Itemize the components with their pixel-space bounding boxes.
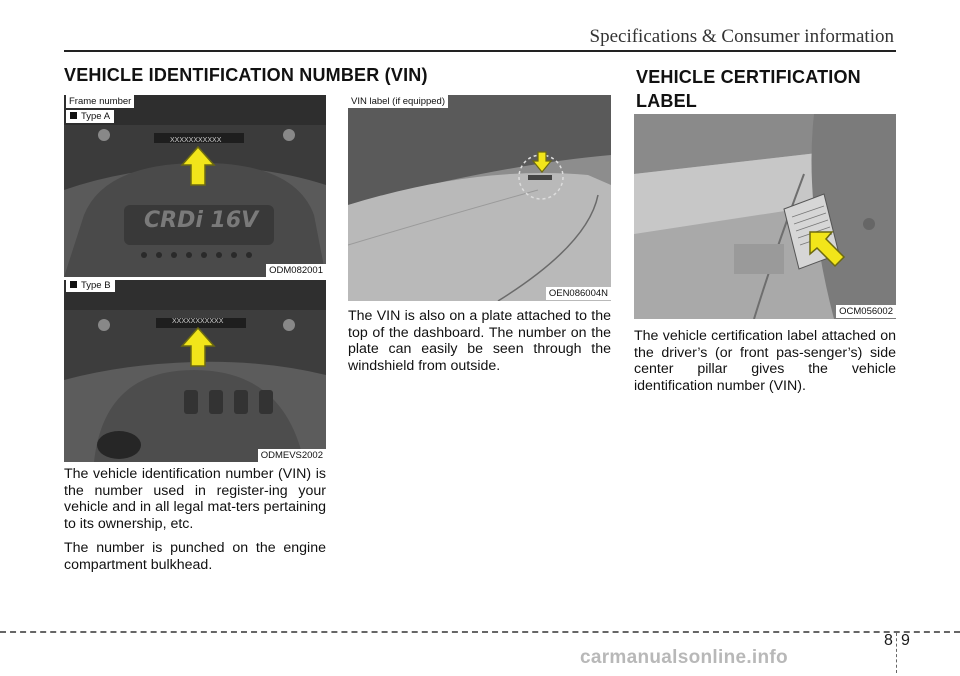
arrow-down-icon-dashboard (531, 150, 553, 174)
plate-text-a: XXXXXXXXXXX (170, 137, 222, 144)
page-number: 9 (901, 632, 910, 649)
page-number-separator (896, 633, 897, 673)
arrow-up-icon-b (180, 326, 216, 368)
frame-number-callout: Frame number (66, 95, 134, 108)
vin-paragraph-2: The number is punched on the engine compartment bulkhead. (64, 540, 326, 573)
certification-heading-line1: VEHICLE CERTIFICATION (636, 67, 861, 87)
certification-paragraph: The vehicle certification label attached on the driver’s (or front pas-senger’s) side center pillar gives the vehicle identification number (VIN). (634, 328, 896, 394)
vin-heading: VEHICLE IDENTIFICATION NUMBER (VIN) (64, 65, 428, 85)
page-number-section: 8 (884, 632, 893, 649)
certification-label-photo (634, 114, 896, 319)
svg-text:CRDi 16V: CRDi 16V (144, 208, 259, 233)
figure-code-oen086004n: OEN086004N (546, 287, 611, 300)
arrow-icon-certification (806, 228, 848, 270)
type-a-tag (66, 110, 114, 123)
vin-paragraph-1: The vehicle identification number (VIN) is the number used in register-ing your vehicle and in all legal mat-ters pertaining to its ownership, etc. (64, 466, 326, 532)
plate-text-b: XXXXXXXXXXX (172, 318, 224, 325)
page-header-title: Specifications & Consumer information (589, 26, 894, 47)
square-bullet-icon (70, 281, 77, 288)
type-b-tag (66, 279, 115, 292)
arrow-up-icon-a (180, 145, 216, 187)
watermark-text: carmanualsonline.info (580, 647, 788, 668)
figure-code-odm082001: ODM082001 (266, 264, 326, 277)
type-a-label: Type A (81, 111, 111, 122)
square-bullet-icon (70, 112, 77, 119)
footer-rule (0, 631, 960, 633)
figure-code-odmevs2002: ODMEVS2002 (258, 449, 326, 462)
certification-heading-line2: LABEL (636, 91, 697, 111)
header-rule (64, 50, 896, 52)
dashboard-paragraph: The VIN is also on a plate attached to the top of the dashboard. The number on the plate can easily be seen through the windshield from outside. (348, 308, 611, 374)
type-b-label: Type B (81, 280, 111, 291)
vin-label-callout: VIN label (if equipped) (348, 95, 448, 108)
dashboard-vin-photo (348, 95, 611, 301)
engine-bay-type-b-photo (64, 280, 326, 462)
figure-code-ocm056002: OCM056002 (836, 305, 896, 318)
certification-heading (636, 65, 906, 113)
